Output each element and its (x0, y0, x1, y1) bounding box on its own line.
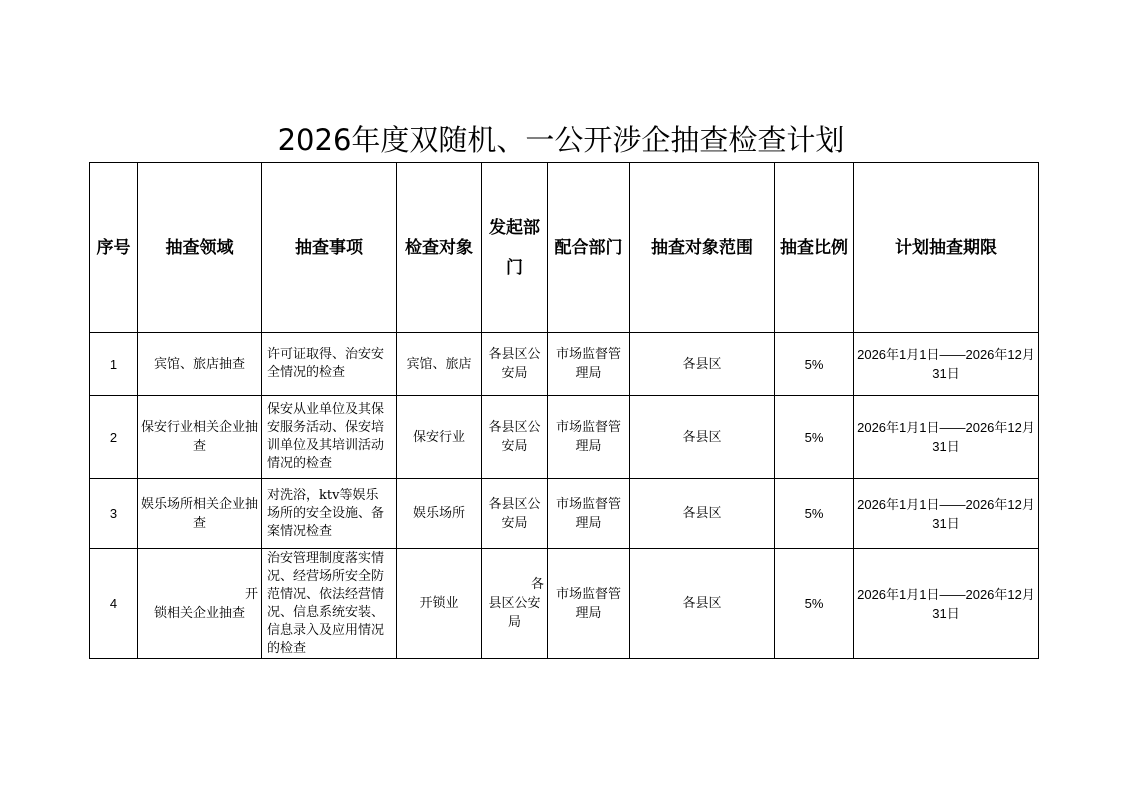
table-header-row (90, 163, 1039, 333)
cell-seq: 4 (90, 549, 138, 659)
cell-ratio: 5% (775, 396, 854, 479)
cell-initiator (482, 549, 548, 659)
cell-item: 保安从业单位及其保安服务活动、保安培训单位及其培训活动情况的检查 (262, 396, 397, 479)
cell-seq: 1 (90, 333, 138, 396)
cell-period: 2026年1月1日——2026年12月31日 (854, 549, 1039, 659)
cell-target: 宾馆、旅店 (397, 333, 482, 396)
cell-scope: 各县区 (630, 333, 775, 396)
cell-initiator: 各县区公安局 (482, 479, 548, 549)
header-target: 检查对象 (397, 163, 482, 333)
cell-field: 保安行业相关企业抽查 (138, 396, 262, 479)
cell-initiator-line1: 各 (530, 577, 544, 592)
header-period: 计划抽查期限 (854, 163, 1039, 333)
cell-cooperator: 市场监督管理局 (548, 549, 630, 659)
cell-seq: 2 (90, 396, 138, 479)
header-cooperator: 配合部门 (548, 163, 630, 333)
header-scope: 抽查对象范围 (630, 163, 775, 333)
cell-period: 2026年1月1日——2026年12月31日 (854, 479, 1039, 549)
cell-field: 宾馆、旅店抽查 (138, 333, 262, 396)
cell-seq: 3 (90, 479, 138, 549)
cell-target: 娱乐场所 (397, 479, 482, 549)
cell-cooperator: 市场监督管理局 (548, 333, 630, 396)
cell-initiator: 各县区公安局 (482, 396, 548, 479)
cell-initiator-line2: 县区公安局 (488, 596, 541, 630)
cell-item: 对洗浴，ktv等娱乐场所的安全设施、备案情况检查 (262, 479, 397, 549)
cell-target: 开锁业 (397, 549, 482, 659)
cell-ratio: 5% (775, 549, 854, 659)
cell-field-line1: 开 (244, 586, 258, 602)
cell-ratio: 5% (775, 479, 854, 549)
cell-initiator: 各县区公安局 (482, 333, 548, 396)
table-row (90, 479, 1039, 549)
cell-field (138, 549, 262, 659)
header-seq: 序号 (90, 163, 138, 333)
table-row (90, 333, 1039, 396)
cell-target: 保安行业 (397, 396, 482, 479)
inspection-plan-table (89, 162, 1039, 659)
cell-item: 许可证取得、治安安全情况的检查 (262, 333, 397, 396)
header-initiator: 发起部门 (482, 163, 548, 333)
document-title: 2026年度双随机、一公开涉企抽查检查计划 (277, 123, 845, 157)
cell-period: 2026年1月1日——2026年12月31日 (854, 333, 1039, 396)
cell-ratio: 5% (775, 333, 854, 396)
cell-cooperator: 市场监督管理局 (548, 479, 630, 549)
cell-field: 娱乐场所相关企业抽查 (138, 479, 262, 549)
header-ratio: 抽查比例 (775, 163, 854, 333)
cell-scope: 各县区 (630, 396, 775, 479)
cell-field-line2: 锁相关企业抽查 (153, 605, 245, 621)
cell-period: 2026年1月1日——2026年12月31日 (854, 396, 1039, 479)
header-field: 抽查领域 (138, 163, 262, 333)
cell-cooperator: 市场监督管理局 (548, 396, 630, 479)
cell-item: 治安管理制度落实情况、经营场所安全防范情况、依法经营情况、信息系统安装、信息录入及应用情况的检查 (262, 549, 397, 659)
cell-scope: 各县区 (630, 479, 775, 549)
table-row (90, 549, 1039, 659)
cell-scope: 各县区 (630, 549, 775, 659)
header-item: 抽查事项 (262, 163, 397, 333)
table-row (90, 396, 1039, 479)
